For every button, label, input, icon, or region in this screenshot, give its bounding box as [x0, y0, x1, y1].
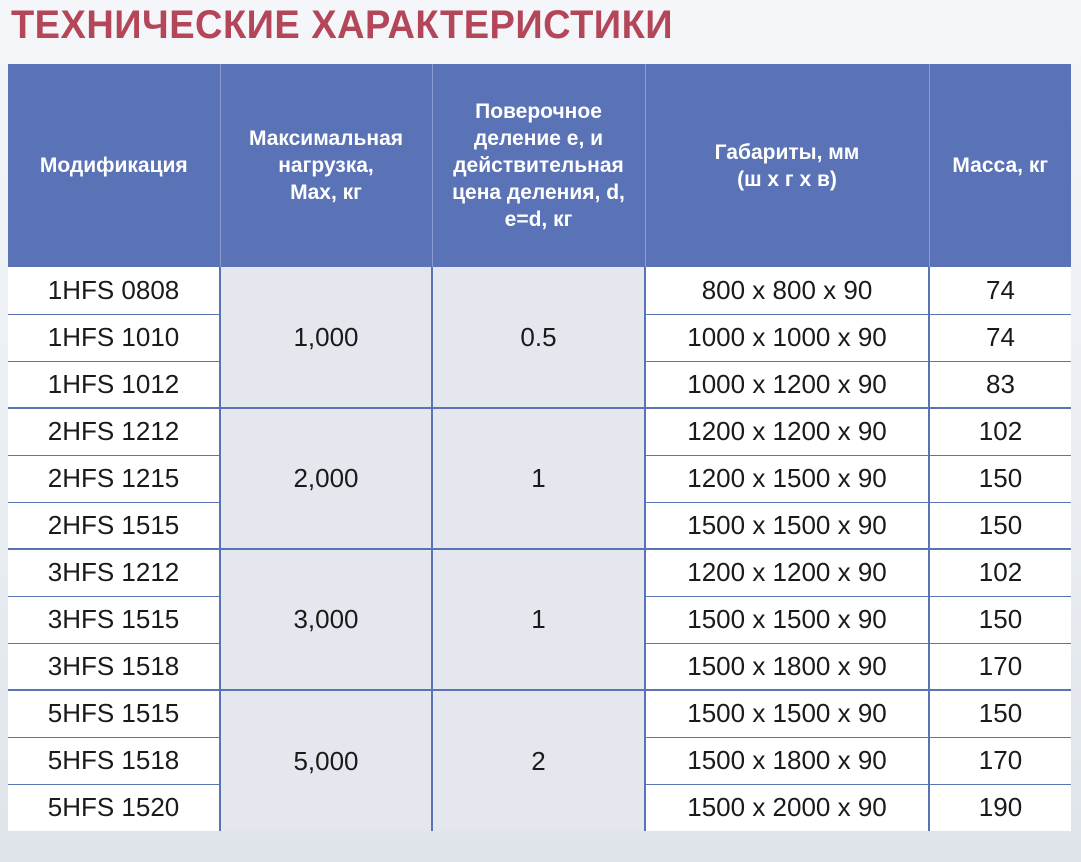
- mass-cell: 190: [929, 784, 1071, 831]
- max-load-cell: 1,000: [220, 267, 432, 408]
- dimensions-cell: 1000 x 1200 x 90: [645, 361, 929, 408]
- header-line: деление е, и: [473, 127, 604, 150]
- model-cell: 2HFS 1215: [8, 455, 220, 502]
- dimensions-cell: 1500 x 1800 x 90: [645, 643, 929, 690]
- table-header: [8, 64, 1071, 267]
- model-cell: 2HFS 1515: [8, 502, 220, 549]
- max-load-cell: 3,000: [220, 549, 432, 690]
- model-cell: 3HFS 1518: [8, 643, 220, 690]
- mass-cell: 150: [929, 690, 1071, 737]
- table-body: [8, 267, 1071, 831]
- mass-cell: 170: [929, 643, 1071, 690]
- dimensions-cell: 800 x 800 x 90: [645, 267, 929, 314]
- header-dimensions: [645, 64, 929, 267]
- header-model: [8, 64, 220, 267]
- dimensions-cell: 1500 x 1500 x 90: [645, 502, 929, 549]
- header-line: цена деления, d,: [452, 181, 625, 204]
- header-line: Модификация: [39, 154, 188, 177]
- model-cell: 1HFS 1012: [8, 361, 220, 408]
- dimensions-cell: 1500 x 2000 x 90: [645, 784, 929, 831]
- model-cell: 5HFS 1518: [8, 737, 220, 784]
- model-cell: 1HFS 0808: [8, 267, 220, 314]
- header-line: e=d, кг: [504, 208, 573, 231]
- mass-cell: 102: [929, 549, 1071, 596]
- mass-cell: 150: [929, 502, 1071, 549]
- header-line: Масса, кг: [952, 154, 1049, 177]
- mass-cell: 150: [929, 596, 1071, 643]
- header-line: Габариты, мм: [714, 140, 860, 164]
- specifications-table: [8, 64, 1071, 831]
- mass-cell: 150: [929, 455, 1071, 502]
- mass-cell: 74: [929, 267, 1071, 314]
- table-row: [8, 690, 1071, 737]
- header-max-load: [220, 64, 432, 267]
- header-row: [8, 64, 1071, 267]
- header-line: нагрузка,: [278, 154, 374, 177]
- division-cell: 1: [432, 408, 645, 549]
- page-title: ТЕХНИЧЕСКИЕ ХАРАКТЕРИСТИКИ: [11, 3, 674, 47]
- table-row: [8, 267, 1071, 314]
- header-line: Max, кг: [290, 181, 362, 204]
- mass-cell: 74: [929, 314, 1071, 361]
- header-line: (ш х г х в): [737, 167, 837, 191]
- dimensions-cell: 1200 x 1200 x 90: [645, 408, 929, 455]
- division-cell: 1: [432, 549, 645, 690]
- model-cell: 5HFS 1515: [8, 690, 220, 737]
- max-load-cell: 2,000: [220, 408, 432, 549]
- table-row: [8, 549, 1071, 596]
- division-cell: 2: [432, 690, 645, 831]
- model-cell: 5HFS 1520: [8, 784, 220, 831]
- dimensions-cell: 1500 x 1800 x 90: [645, 737, 929, 784]
- mass-cell: 102: [929, 408, 1071, 455]
- division-cell: 0.5: [432, 267, 645, 408]
- dimensions-cell: 1500 x 1500 x 90: [645, 596, 929, 643]
- header-division: [432, 64, 645, 267]
- max-load-cell: 5,000: [220, 690, 432, 831]
- dimensions-cell: 1200 x 1200 x 90: [645, 549, 929, 596]
- header-line: Максимальная: [248, 127, 404, 150]
- header-line: Поверочное: [475, 100, 602, 123]
- dimensions-cell: 1000 x 1000 x 90: [645, 314, 929, 361]
- model-cell: 3HFS 1515: [8, 596, 220, 643]
- header-mass: [929, 64, 1071, 267]
- dimensions-cell: 1200 x 1500 x 90: [645, 455, 929, 502]
- header-line: действительная: [453, 154, 624, 177]
- mass-cell: 170: [929, 737, 1071, 784]
- model-cell: 2HFS 1212: [8, 408, 220, 455]
- model-cell: 3HFS 1212: [8, 549, 220, 596]
- dimensions-cell: 1500 x 1500 x 90: [645, 690, 929, 737]
- table-row: [8, 408, 1071, 455]
- mass-cell: 83: [929, 361, 1071, 408]
- model-cell: 1HFS 1010: [8, 314, 220, 361]
